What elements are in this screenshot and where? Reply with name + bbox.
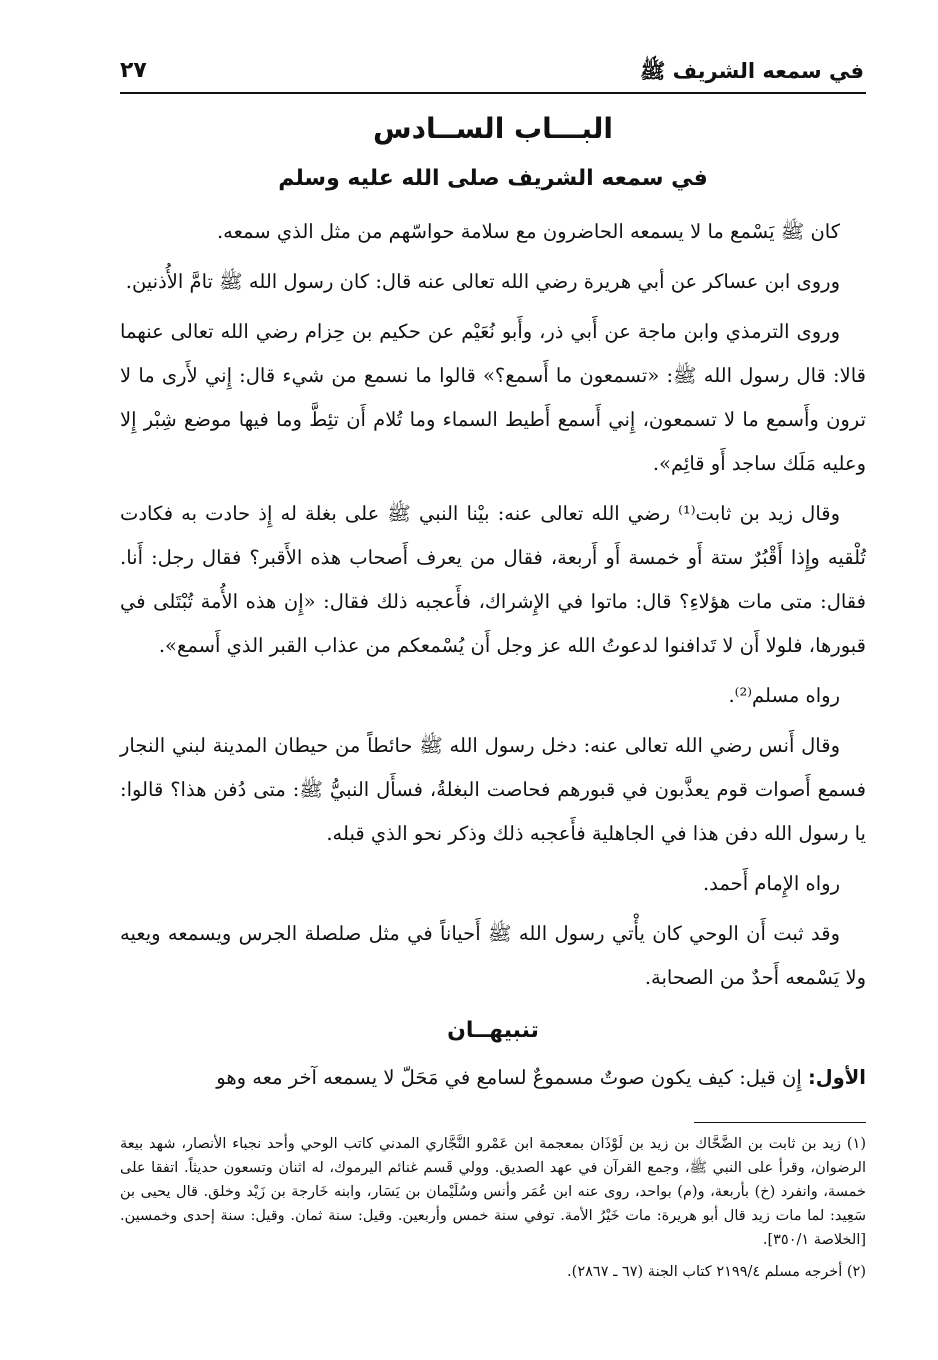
footnote: (١) زيد بن ثابت بن الضَّحَّاك بن زيد بن لَوْذَان بمعجمة ابن عَمْرو النَّجَّاري المدني كاتب الوحي وأحد نجباء الأنصار، شهد بيعة الرضوان، وقرأ على النبي ﷺ، وجمع القرآن في عهد الصديق. وولي قَسم غنائم اليرموك، له اثنان وتسعون حديثاً. اتفقا على خمسة، وانفرد (خ) بأربعة، و(م) بواحد، روى عنه ابن عُمَر وأنس وسُلَيْمان بن يَسَار، وابنه خَارجة بن زَيْد وخلق. قال يحيى بن سَعِيد: لما مات زيد قال أبو هريرة: مات خَيْرُ الأمة. توفي سنة خمس وأربعين. وقيل: سنة ثمان. وقيل: سنة إحدى وخمسين. [الخلاصة ٣٥٠/١]. (120, 1136, 867, 1248)
paragraph: وقد ثبت أَن الوحي كان يأْتي رسول الله ﷺ أَحياناً في مثل صلصلة الجرس ويسمعه ويعيه ولا يَسْمعه أَحدٌ من الصحابة. (120, 922, 866, 989)
body-text (120, 210, 866, 1106)
note-first (120, 1056, 866, 1100)
header-divider (120, 92, 866, 94)
paragraph: كان ﷺ يَسْمع ما لا يسمعه الحاضرون مع سلامة حواسّهم من مثل الذي سمعه. (216, 220, 840, 243)
chapter-subtitle: في سمعه الشريف صلى الله عليه وسلم (278, 166, 708, 191)
citation: رواه مسلم⁽²⁾. (728, 684, 840, 707)
paragraph: وروى الترمذي وابن ماجة عن أَبي ذر، وأَبو نُعَيْم عن حكيم بن حِزام رضي الله تعالى عنهما قالا: قال رسول الله ﷺ: «تسمعون ما أَسمع؟» قالوا ما نسمع من شيء قال: إِني لأَرى ما لا ترون وأَسمع ما لا تسمعون، إِني أَسمع أَطيط السماء وما تُلام أَن تئِطَّ وما فيها موضع شِبْر إِلا وعليه مَلَك ساجد أَو قائِم». (120, 320, 866, 475)
paragraph: وقال زيد بن ثابت⁽¹⁾ رضي الله تعالى عنه: بيْنا النبي ﷺ على بغلة له إِذ حادت به فكادت تُلْقيه وإِذا أَقْبُرٌ ستة أَو خمسة أَو أَربعة، فقال من يعرف أَصحاب هذه الأَقبر؟ فقال رجل: أَنا. فقال: متى مات هؤلاءِ؟ قال: ماتوا في الإِشراك، فأَعجبه ذلك فقال: «إِن هذه الأُمة تُبْتَلى في قبورها، فلولا أَن لا تَدافنوا لدعوتُ الله عز وجل أَن يُسْمعكم من عذاب القبر الذي أَسمع». (120, 502, 866, 657)
section-heading: تنبيهــان (447, 1018, 539, 1043)
note-first-text: إِن قيل: كيف يكون صوتٌ مسموعٌ لسامع في مَحَلّ لا يسمعه آخر معه وهو (216, 1066, 808, 1089)
chapter-title: البـــاب الســادس (373, 112, 613, 145)
footnote-divider (694, 1122, 866, 1123)
note-first-label: الأول: (807, 1066, 866, 1089)
paragraph: وقال أَنس رضي الله تعالى عنه: دخل رسول الله ﷺ حائطاً من حيطان المدينة لبني النجار فسمع أَصوات قوم يعذَّبون في قبورهم فحاصت البغلةُ، فسأَل النبيُّ ﷺ: متى دُفن هذا؟ قالوا: يا رسول الله دفن هذا في الجاهلية فأَعجبه ذلك وذكر نحو الذي قبله. (120, 734, 866, 845)
running-title: في سمعه الشريف ﷺ (639, 59, 864, 83)
footnotes (120, 1132, 866, 1292)
citation: رواه الإِمام أَحمد. (702, 872, 840, 895)
footnote: (٢) أخرجه مسلم ٢١٩٩/٤ كتاب الجنة (٦٧ ـ ٢٨٦٧). (567, 1264, 866, 1280)
paragraph: وروى ابن عساكر عن أبي هريرة رضي الله تعالى عنه قال: كان رسول الله ﷺ تامَّ الأُذنين. (125, 270, 840, 293)
page-number: ٢٧ (120, 58, 147, 83)
